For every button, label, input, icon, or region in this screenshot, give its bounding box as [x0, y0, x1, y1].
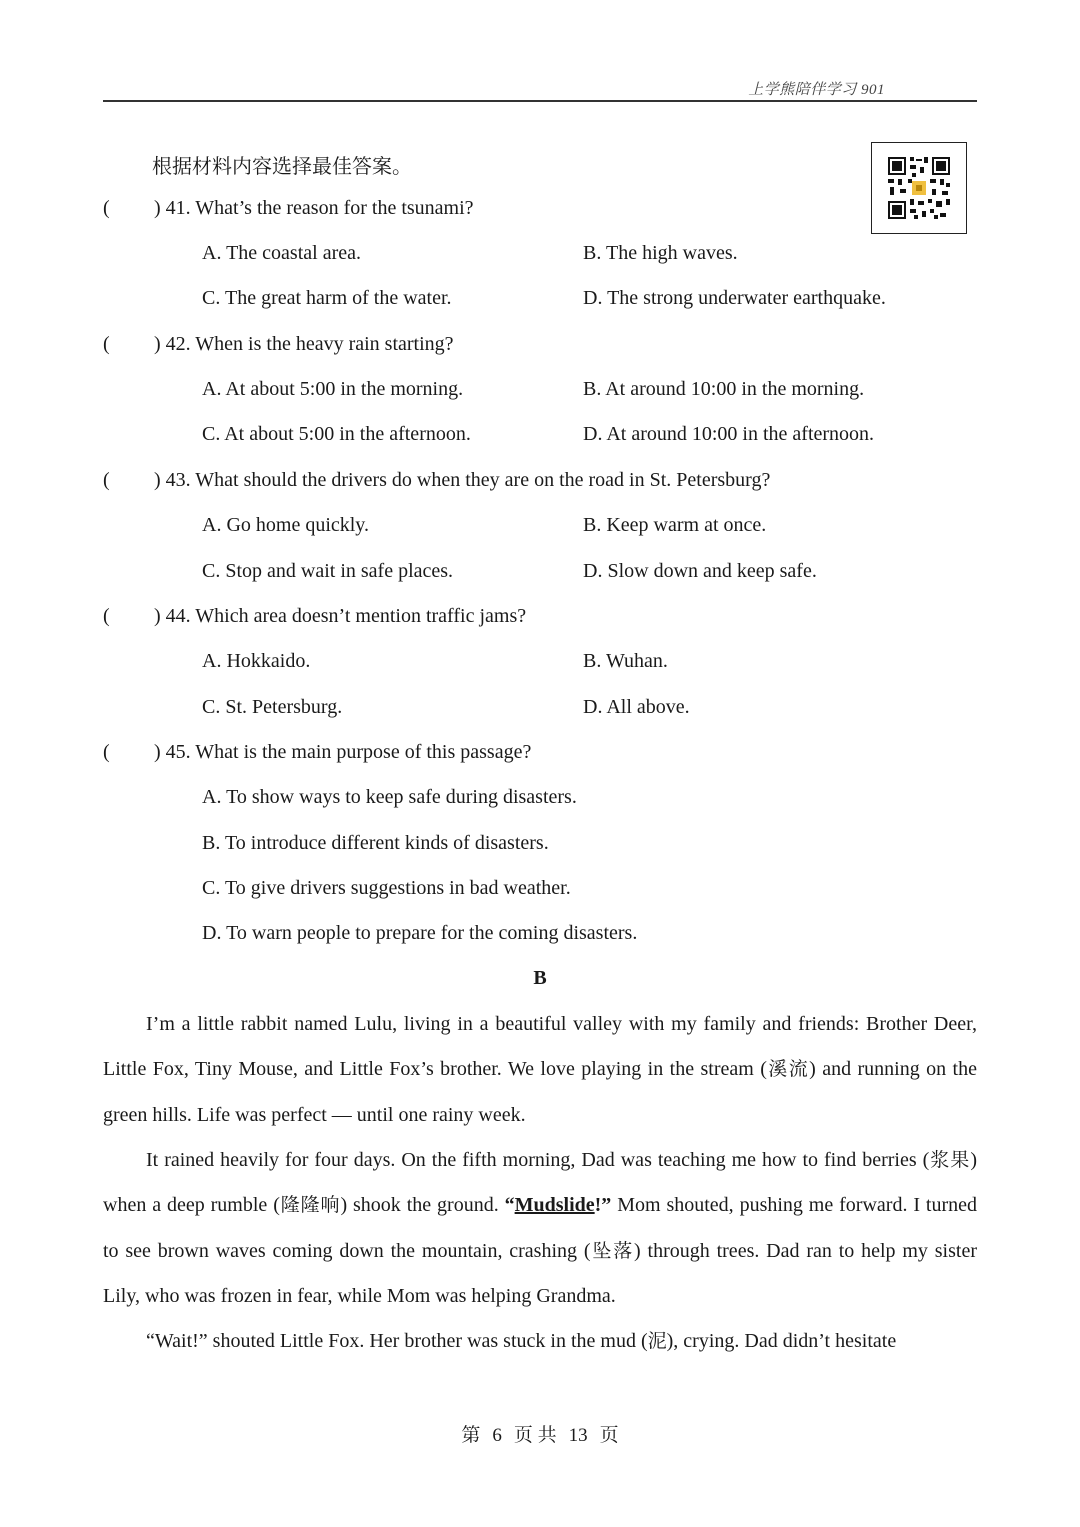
passage-paragraph-3: [103, 1319, 977, 1364]
mudslide-underlined: Mudslide: [514, 1194, 595, 1217]
option-42-b: B. At around 10:00 in the morning.: [583, 378, 865, 400]
page-footer: [0, 1420, 1080, 1447]
option-43-a: A. Go home quickly.: [202, 514, 370, 536]
text-run: Mom shouted, pushing me forward. I turned to see brown waves coming down the mountain, crashing (: [103, 1194, 977, 1262]
text-run: ) when a deep rumble (: [103, 1149, 977, 1217]
option-44-b: B. Wuhan.: [583, 650, 668, 672]
question-45: [103, 741, 531, 764]
option-42-a: A. At about 5:00 in the morning.: [202, 378, 464, 400]
page-header: [103, 78, 977, 102]
option-45-b: B. To introduce different kinds of disasters.: [202, 832, 549, 854]
option-41-b: B. The high waves.: [583, 242, 738, 264]
option-43-d: D. Slow down and keep safe.: [583, 560, 817, 582]
question-text: ) 41. What’s the reason for the tsunami?: [154, 197, 474, 219]
question-43: [103, 469, 770, 492]
option-44-a: A. Hokkaido.: [202, 650, 311, 672]
question-42: [103, 333, 454, 356]
option-45-c: C. To give drivers suggestions in bad weather.: [202, 877, 571, 899]
footer-prefix: 第: [461, 1425, 481, 1446]
text-run: “Wait!” shouted Little Fox. Her brother was stuck in the mud (: [146, 1330, 648, 1352]
text-run: I’m a little rabbit named Lulu, living in a beautiful valley with my family and friends: Brother Deer, Little Fox, Tiny Mouse, and Little Fox’s brother. We love playing in the stream (: [103, 1013, 977, 1081]
chinese-gloss: 泥: [647, 1330, 667, 1352]
passage-paragraph-1: [103, 1002, 977, 1138]
option-41-d: D. The strong underwater earthquake.: [583, 287, 886, 309]
passage-paragraph-2: [103, 1138, 977, 1319]
chinese-gloss: 浆果: [929, 1149, 971, 1171]
footer-suffix: 页: [599, 1425, 619, 1446]
option-43-b: B. Keep warm at once.: [583, 514, 767, 536]
section-b-title: B: [533, 967, 547, 989]
qr-code-graphic: [886, 155, 952, 221]
page-number: 6: [492, 1425, 502, 1446]
text-run: ) through trees. Dad ran to help my sister Lily, who was frozen in fear, while Mom was helping Grandma.: [103, 1239, 977, 1307]
chinese-gloss: 坠落: [590, 1239, 635, 1262]
option-41-c: C. The great harm of the water.: [202, 287, 452, 309]
text-run: It rained heavily for four days. On the fifth morning, Dad was teaching me how to find berries (: [146, 1149, 930, 1171]
question-text: ) 44. Which area doesn’t mention traffic jams?: [154, 605, 527, 627]
answer-paren: (: [103, 469, 110, 491]
option-45-a: A. To show ways to keep safe during disasters.: [202, 786, 577, 808]
answer-paren: (: [103, 605, 110, 627]
qr-code-icon: [871, 142, 967, 234]
answer-paren: (: [103, 741, 110, 763]
answer-paren: (: [103, 197, 110, 219]
option-44-c: C. St. Petersburg.: [202, 696, 343, 718]
question-text: ) 45. What is the main purpose of this passage?: [154, 741, 532, 763]
option-42-c: C. At about 5:00 in the afternoon.: [202, 423, 471, 445]
question-text: ) 42. When is the heavy rain starting?: [154, 333, 454, 355]
text-run: ) and running on the green hills. Life was perfect — until one rainy week.: [103, 1058, 977, 1126]
option-45-d: D. To warn people to prepare for the coming disasters.: [202, 922, 638, 944]
page-total: 13: [568, 1425, 588, 1446]
quote-mark: !”: [594, 1194, 612, 1217]
quote-mark: “: [504, 1194, 515, 1217]
option-42-d: D. At around 10:00 in the afternoon.: [583, 423, 875, 445]
text-run: ) shook the ground.: [340, 1194, 505, 1217]
answer-paren: (: [103, 333, 110, 355]
option-41-a: A. The coastal area.: [202, 242, 361, 264]
question-44: [103, 605, 526, 628]
header-text: 上学熊陪伴学习 901: [748, 82, 885, 98]
question-text: ) 43. What should the drivers do when they are on the road in St. Petersburg?: [154, 469, 771, 491]
option-43-c: C. Stop and wait in safe places.: [202, 560, 454, 582]
option-44-d: D. All above.: [583, 696, 690, 718]
mudslide-exclamation: [505, 1194, 612, 1216]
instruction-text: 根据材料内容选择最佳答案。: [152, 154, 412, 178]
text-run: ), crying. Dad didn’t hesitate: [666, 1330, 897, 1352]
chinese-gloss: 隆隆响: [279, 1194, 341, 1217]
chinese-gloss: 溪流: [766, 1058, 810, 1081]
footer-mid: 页 共: [513, 1425, 557, 1446]
question-41: [103, 197, 474, 220]
